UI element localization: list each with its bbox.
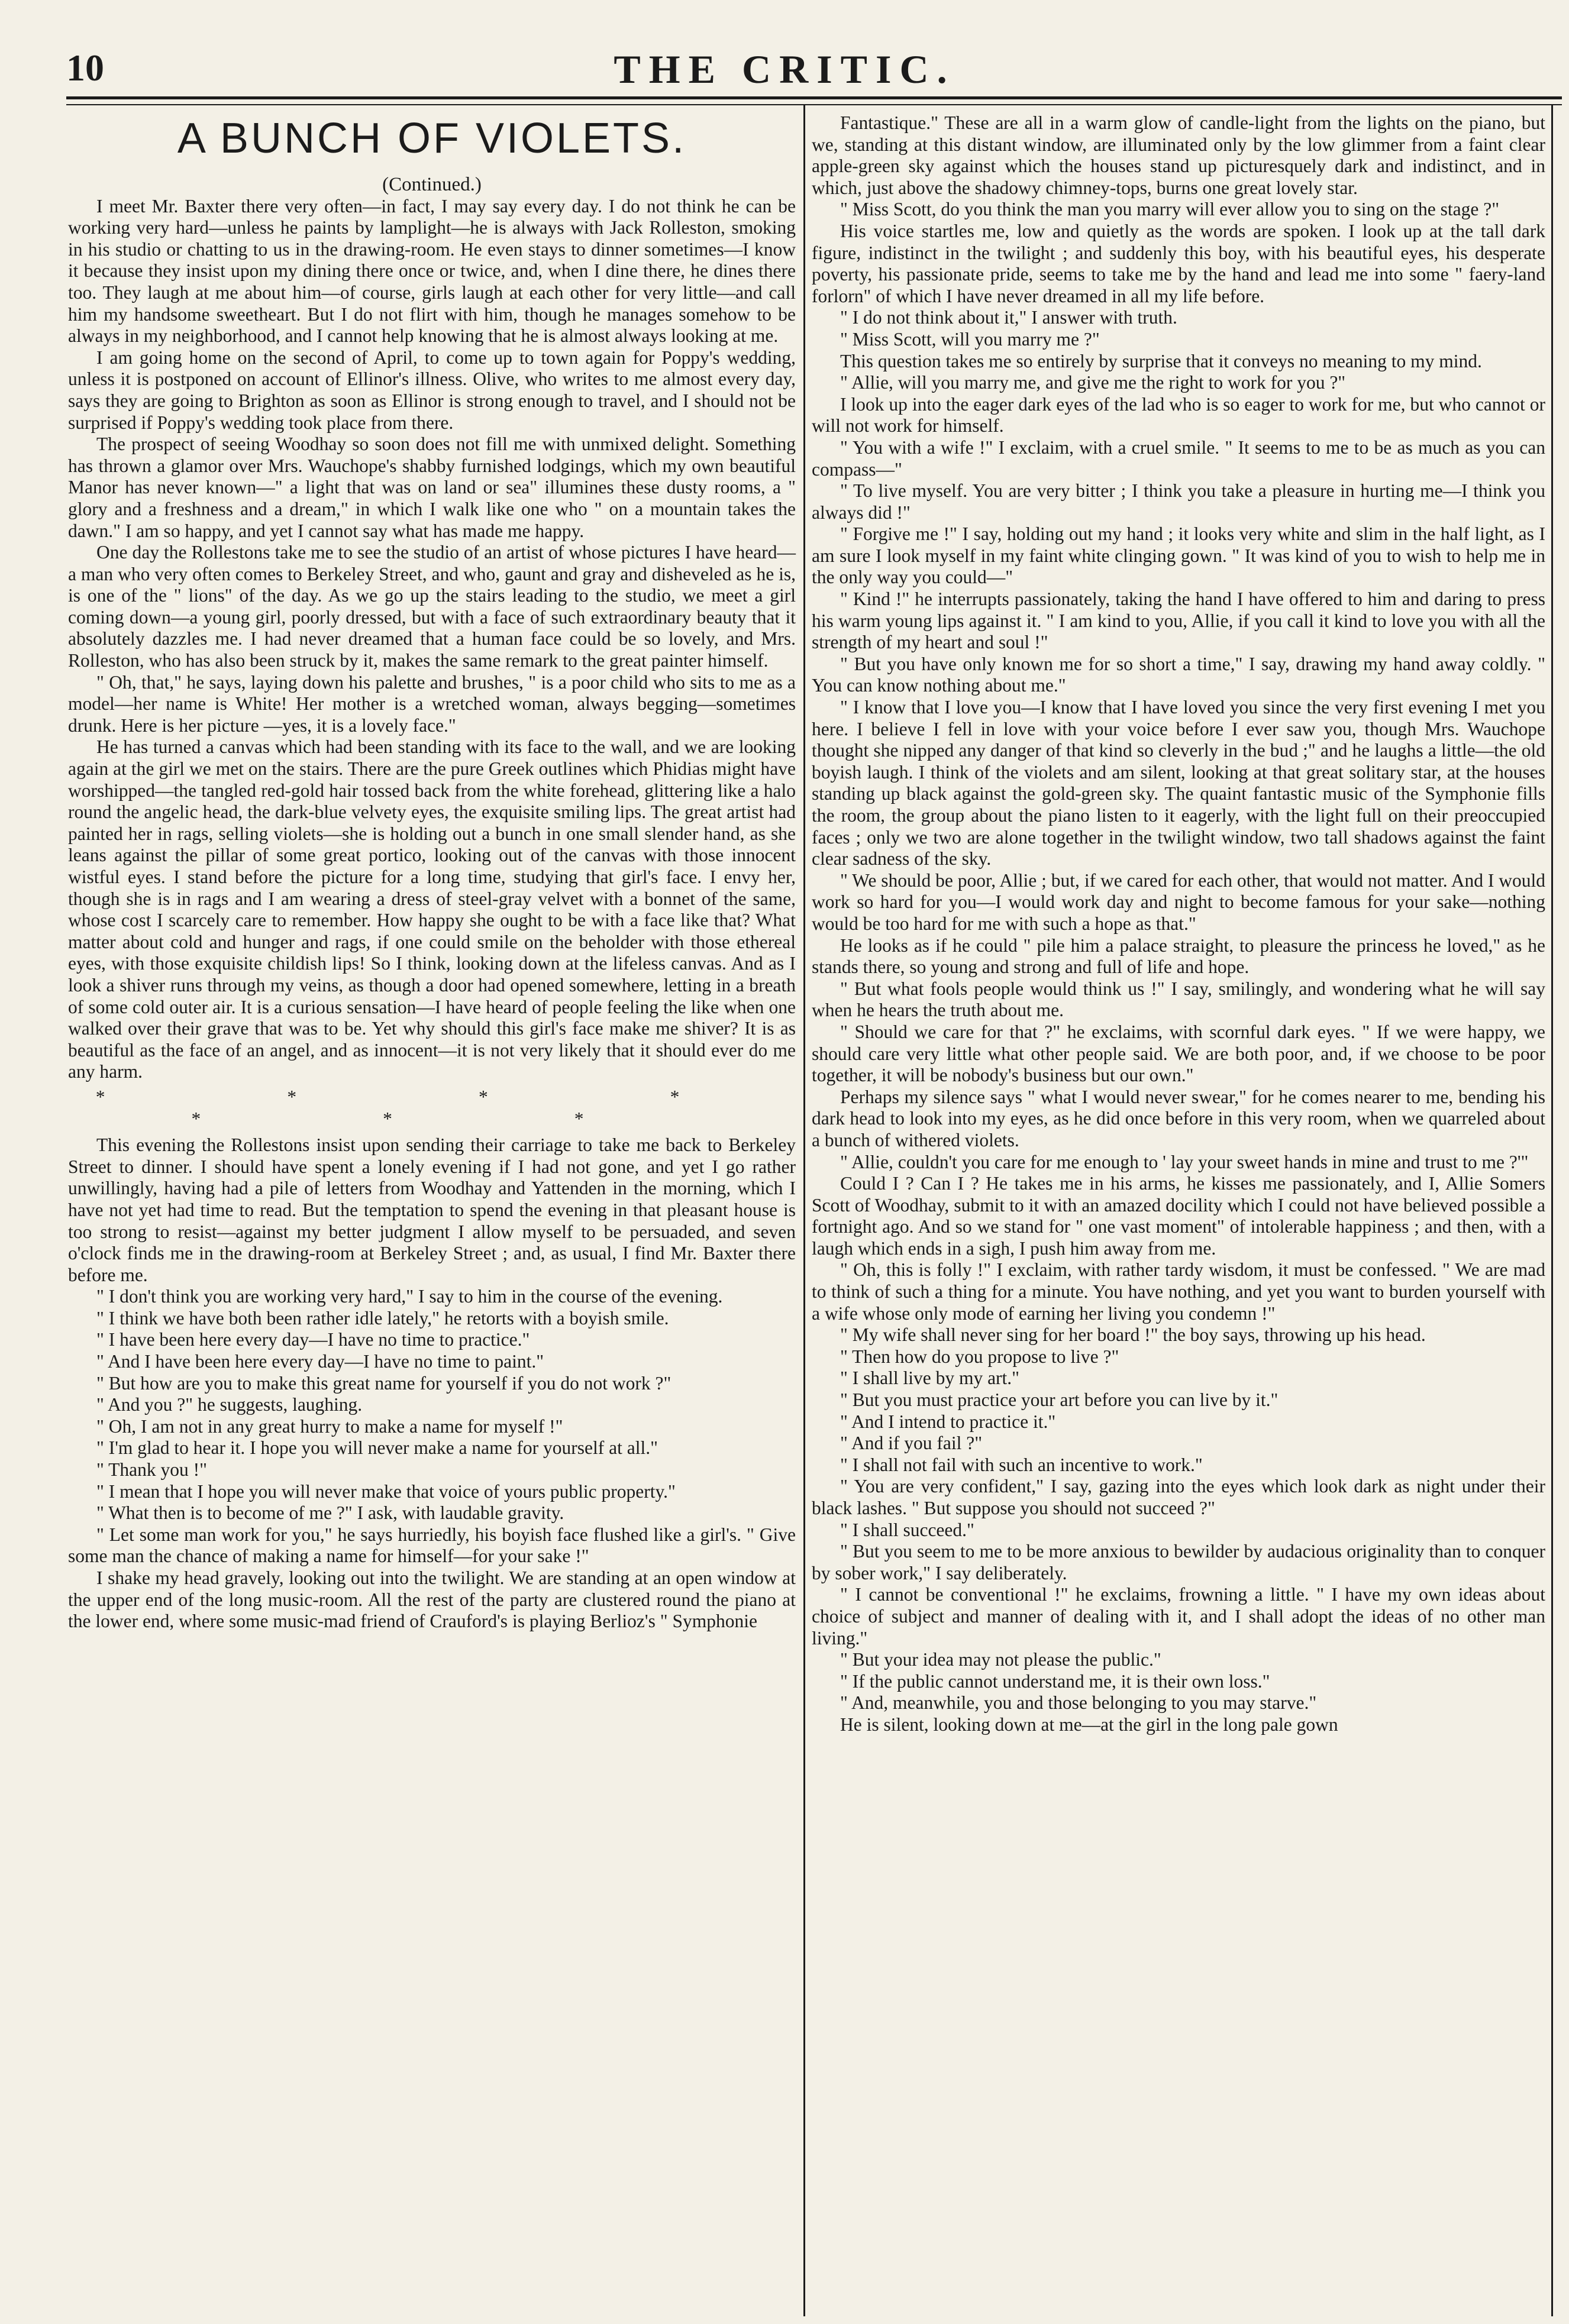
article-paragraph: " And you ?" he suggests, laughing. [96,1394,363,1415]
article-paragraph: " Kind !" he interrupts passionately, taking the hand I have offered to him and daring to press his warm young lips against it. " I am kind to you, Allie, if you call it kind to love you with all the strength of my heart and soul !" [812,589,1545,653]
article-paragraph: This evening the Rollestons insist upon sending their carriage to take me back to Berkeley Street to dinner. I should have spent a lonely evening if I had not gone, and yet I go rather unwillingly, having had a pile of letters from Woodhay and Yattenden in the morning, which I have not yet had time to read. But the temptation to spend the evening in that pleasant house is too strong to resist—against my better judgment I allow myself to be persuaded, and seven o'clock finds me in the drawing-room at Berkeley Street ; and, as usual, I find Mr. Baxter there before me. [68,1134,796,1285]
article-paragraph: This question takes me so entirely by surprise that it conveys no meaning to my mind. [840,350,1482,371]
right-border-rule [1551,104,1553,2316]
article-paragraph: He has turned a canvas which had been standing with its face to the wall, and we are looking again at the girl we met on the stairs. There are the pure Greek outlines which Phidias might have worshipped—the tangled red-gold hair tossed back from the white forehead, glittering like a halo round the angelic head, the dark-blue velvety eyes, the exquisite smiling lips. The great artist had painted her in rags, selling violets—she is holding out a bunch in one small slender hand, as she leans against the pillar of some great portico, looking out of the canvas with those innocent wistful eyes. I stand before the picture for a long time, studying that girl's face. I envy her, though she is in rags and I am wearing a dress of steel-gray velvet with a bonnet of the same, whose cost I scarcely care to remember. How happy she ought to be with a face like that? What matter about cold and hunger and rags, if one could smile on the beholder with those ethereal eyes, with those exquisite childish lips! So I think, looking down at the lifeless canvas. And as I look a shiver runs through my veins, as though a door had opened somewhere, letting in a breath of some cold outer air. It is a curious sensation—I have heard of people feeling the like when one walked over their grave that was to be. Yet why should this girl's face make me shiver? It is as beautiful as the face of an angel, and as innocent—it is not very likely that it should ever do me any harm. [68,736,796,1082]
article-paragraph: " Oh, I am not in any great hurry to make a name for myself !" [96,1415,563,1437]
continued-note: (Continued.) [382,174,482,195]
article-paragraph: " I cannot be conventional !" he exclaims, frowning a little. " I have my own ideas about choice of subject and manner of dealing with it, and I shall adopt the ideas of no other man living." [812,1584,1545,1649]
article-paragraph: " Allie, will you marry me, and give me the right to work for you ?" [840,372,1346,393]
article-paragraph: " I don't think you are working very hard," I say to him in the course of the evening. [96,1286,723,1307]
article-paragraph: " What then is to become of me ?" I ask, with laudable gravity. [96,1502,564,1524]
article-paragraph: " Oh, this is folly !" I exclaim, with rather tardy wisdom, it must be confessed. " We are mad to think of such a thing for a minute. You have nothing, and yet you want to burden yourself with a wife whose only mode of earning her living you condemn !" [812,1259,1545,1324]
article-paragraph: " Oh, that," he says, laying down his palette and brushes, " is a poor child who sits to me as a model—her name is White! Her mother is a wretched woman, always begging—sometimes drunk. Here is her picture —yes, it is a lovely face." [68,671,796,736]
left-column [68,112,796,1633]
article-paragraph: I look up into the eager dark eyes of the lad who is so eager to work for me, but who cannot or will not work for himself. [812,393,1545,437]
article-paragraph: His voice startles me, low and quietly as the words are spoken. I look up at the tall dark figure, indistinct in the twilight ; and suddenly this boy, with his beautiful eyes, his desperate poverty, his passionate pride, seems to take me by the hand and lead me into some " faery-land forlorn" of which I have never dreamed in all my life before. [812,220,1545,306]
article-paragraph: " And I intend to practice it." [840,1411,1056,1432]
article-paragraph: " Allie, couldn't you care for me enough to ' lay your sweet hands in mine and trust to me ?'" [840,1151,1529,1172]
article-paragraph: " But you must practice your art before you can live by it." [840,1389,1279,1411]
right-column [812,112,1545,1736]
article-paragraph: " You with a wife !" I exclaim, with a cruel smile. " It seems to me to be as much as you can compass—" [812,437,1545,480]
article-paragraph: " Then how do you propose to live ?" [840,1346,1119,1367]
article-paragraph: " But your idea may not please the public." [840,1649,1161,1670]
section-break: * * * * * * * [95,1086,769,1129]
article-paragraph: " And I have been here every day—I have no time to paint." [96,1351,544,1372]
article-paragraph: " I shall succeed." [840,1519,974,1540]
article-paragraph: I am going home on the second of April, to come up to town again for Poppy's wedding, unless it is postponed on account of Ellinor's illness. Olive, who writes to me almost every day, says they are going to Brighton as soon as Ellinor is strong enough to travel, and I should not be surprised if Poppy's wedding took place from there. [68,347,796,433]
article-paragraph: Fantastique." These are all in a warm glow of candle-light from the lights on the piano, but we, standing at this distant window, are illuminated only by the low glimmer from a faint clear apple-green sky against which the houses stand up picturesquely dark and indistinct, and in which, just above the shadowy chimney-tops, burns one great lovely star. [812,112,1545,198]
article-paragraph: " I shall not fail with such an incentive to work." [840,1454,1203,1475]
article-paragraph: " But you have only known me for so short a time," I say, drawing my hand away coldly. " You can know nothing about me." [812,653,1545,696]
article-paragraph: " My wife shall never sing for her board !" the boy says, throwing up his head. [840,1324,1426,1346]
article-paragraph: " I'm glad to hear it. I hope you will never make a name for yourself at all." [96,1437,658,1459]
article-paragraph: " And, meanwhile, you and those belonging to you may starve." [840,1692,1317,1714]
article-paragraph: " But what fools people would think us !" I say, smilingly, and wondering what he will say when he hears the truth about me. [812,978,1545,1021]
article-paragraph: He looks as if he could " pile him a palace straight, to pleasure the princess he loved," as he stands there, so young and strong and full of life and hope. [812,935,1545,978]
article-paragraph: He is silent, looking down at me—at the girl in the long pale gown [840,1714,1338,1735]
article-paragraph: " Forgive me !" I say, holding out my hand ; it looks very white and slim in the half light, as I am sure I look myself in my faint white clinging gown. " It was kind of you to wish to help me in the only way you could—" [812,523,1545,588]
article-paragraph: " You are very confident," I say, gazing into the eyes which look dark as night under their black lashes. " But suppose you should not succeed ?" [812,1476,1545,1518]
article-paragraph: " Miss Scott, do you think the man you marry will ever allow you to sing on the stage ?" [840,199,1500,220]
column-divider [803,104,805,2316]
article-paragraph: " I know that I love you—I know that I have loved you since the very first evening I met you here. I believe I fell in love with your voice before I ever saw you, though Mrs. Wauchope thought she nipped any danger of that kind so cleverly in the bud ;" and he laughs a little—the old boyish laugh. I think of the violets and am silent, looking at that great solitary star, at the houses standing up black against the gold-green sky. The quaint fantastic music of the Symphonie fills the room, the group about the piano listen to it eagerly, with the light full on their preoccupied faces ; only we two are alone together in the twilight window, two tall shadows against the faint clear sadness of the sky. [812,697,1545,870]
article-paragraph: I shake my head gravely, looking out into the twilight. We are standing at an open window at the upper end of the long music-room. All the rest of the party are clustered round the piano at the lower end, where some music-mad friend of Crauford's is playing Berlioz's " Symphonie [68,1567,796,1632]
article-paragraph: " But how are you to make this great name for yourself if you do not work ?" [96,1372,671,1394]
article-paragraph: " If the public cannot understand me, it is their own loss." [840,1670,1270,1692]
article-paragraph: " Should we care for that ?" he exclaims, with scornful dark eyes. " If we were happy, we should care very little what other people said. We are both poor, and, if we choose to be poor together, it will be nobody's business but our own." [812,1021,1545,1086]
article-paragraph: " I mean that I hope you will never make that voice of yours public property." [96,1481,676,1502]
masthead-title: THE CRITIC. [614,47,955,92]
article-paragraph: " We should be poor, Allie ; but, if we cared for each other, that would not matter. And I would work so hard for you—I would work day and night to become famous for your sake—nothing would be too hard for me with such a hope as that." [812,870,1545,934]
page-number: 10 [66,47,104,89]
article-paragraph: " I shall live by my art." [840,1368,1020,1389]
article-paragraph: Could I ? Can I ? He takes me in his arms, he kisses me passionately, and I, Allie Somers Scott of Woodhay, submit to it with an amazed docility which I could not have believed possible a fortnight ago. And so we stand for " one vast moment" of intolerable happiness ; and then, with a laugh which ends in a sigh, I push him away from me. [812,1173,1545,1259]
article-paragraph: Perhaps my silence says " what I would never swear," for he comes nearer to me, bending his dark head to look into my eyes, as he did once before in this very room, when we quarreled about a bunch of withered violets. [812,1086,1545,1150]
article-paragraph: " But you seem to me to be more anxious to bewilder by audacious originality than to conquer by sober work," I say deliberately. [812,1541,1545,1583]
article-title: A BUNCH OF VIOLETS. [177,115,687,162]
article-paragraph: " To live myself. You are very bitter ; I think you take a pleasure in hurting me—I think you always did !" [812,480,1545,523]
article-paragraph: One day the Rollestons take me to see the studio of an artist of whose pictures I have heard—a man who very often comes to Berkeley Street, and who, gaunt and gray and disheveled as he is, is one of the " lions" of the day. As we go up the stairs leading to the studio, we meet a girl coming down—a young girl, poorly dressed, but with a face of such extraordinary beauty that it absolutely dazzles me. I had never dreamed that a human face could be so lovely, and Mrs. Rolleston, who has also been struck by it, makes the same remark to the great painter himself. [68,542,796,671]
article-paragraph: " I do not think about it," I answer with truth. [840,307,1177,328]
article-paragraph: I meet Mr. Baxter there very often—in fact, I may say every day. I do not think he can be working very hard—unless he paints by lamplight—he is always with Jack Rolleston, smoking in his studio or chatting to us in the drawing-room. He even stays to dinner sometimes—I know it because they insist upon my dining there once or twice, and, when I dine there, he dines there too. They laugh at me about him—of course, girls laugh at each other for very little—and call him my handsome sweetheart. But I do not flirt with him, though he manages somehow to be always in my neighborhood, and I cannot help knowing that he is almost always looking at me. [68,195,796,347]
article-paragraph: " Thank you !" [96,1459,207,1481]
article-paragraph: " Miss Scott, will you marry me ?" [840,328,1100,350]
article-paragraph: " I have been here every day—I have no time to practice." [96,1329,530,1350]
article-paragraph: " And if you fail ?" [840,1433,983,1454]
article-paragraph: " I think we have both been rather idle lately," he retorts with a boyish smile. [96,1307,669,1329]
header-rule [66,96,1562,105]
article-paragraph: The prospect of seeing Woodhay so soon does not fill me with unmixed delight. Something has thrown a glamor over Mrs. Wauchope's shabby furnished lodgings, which my own beautiful Manor has never known—" a light that was on land or sea" illumines these dusty rooms, a " glory and a freshness and a dream," in which I walk like one who " on a mountain takes the dawn." I am so happy, and yet I cannot say what has made me happy. [68,434,796,541]
article-paragraph: " Let some man work for you," he says hurriedly, his boyish face flushed like a girl's. " Give some man the chance of making a name for himself—for your sake !" [68,1524,796,1567]
